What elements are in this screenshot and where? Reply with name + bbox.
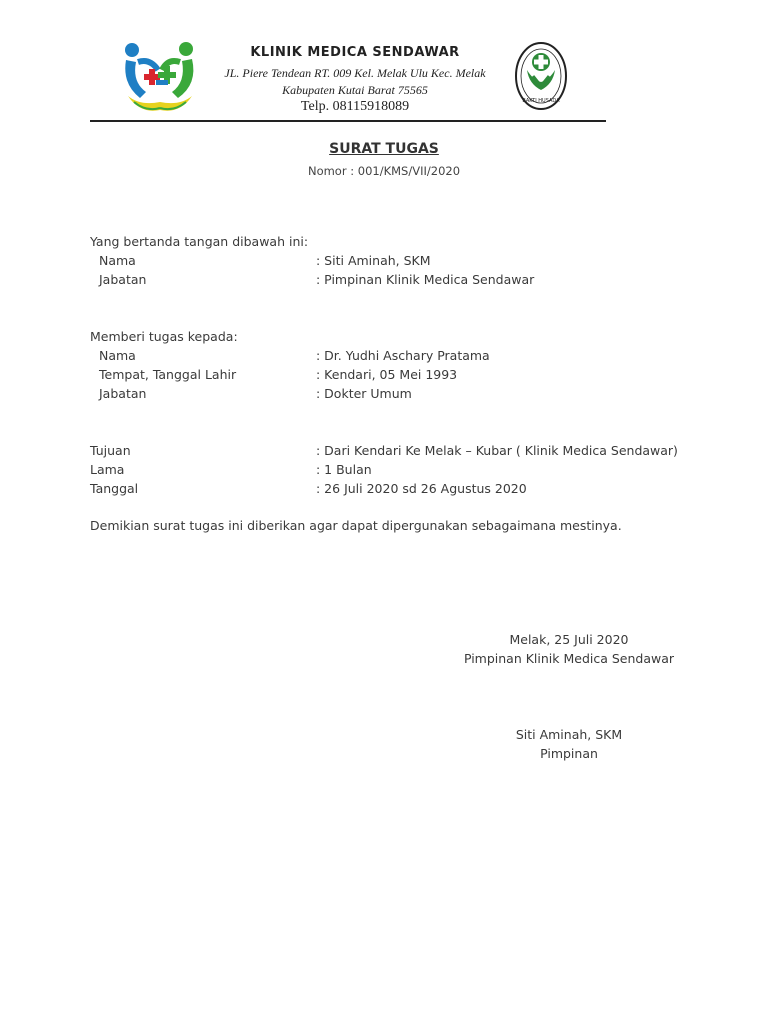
closing-statement: Demikian surat tugas ini diberikan agar dapat dipergunakan sebagaimana mestinya. bbox=[90, 518, 622, 533]
header-divider bbox=[90, 120, 606, 122]
letter-number: Nomor : 001/KMS/VII/2020 bbox=[307, 164, 461, 178]
signature-org-title: Pimpinan Klinik Medica Sendawar bbox=[463, 651, 675, 666]
svg-text:BAKTI HUSADA: BAKTI HUSADA bbox=[522, 98, 560, 104]
duration-label: Lama bbox=[90, 462, 125, 477]
signature-name: Siti Aminah, SKM bbox=[515, 727, 623, 742]
assignee-name-label: Nama bbox=[99, 348, 136, 363]
purpose-value: : Dari Kendari Ke Melak – Kubar ( Klinik Medica Sendawar) bbox=[316, 443, 678, 458]
assignee-name-value: : Dr. Yudhi Aschary Pratama bbox=[316, 348, 490, 363]
signer-position-label: Jabatan bbox=[99, 272, 147, 287]
clinic-logo bbox=[120, 40, 200, 116]
assignee-intro: Memberi tugas kepada: bbox=[90, 329, 238, 344]
assignee-birth-label: Tempat, Tanggal Lahir bbox=[99, 367, 237, 382]
date-label: Tanggal bbox=[90, 481, 139, 496]
signature-position: Pimpinan bbox=[540, 746, 598, 761]
assignee-birth-value: : Kendari, 05 Mei 1993 bbox=[316, 367, 458, 382]
address-line-1: JL. Piere Tendean RT. 009 Kel. Melak Ulu Kec. Melak bbox=[224, 66, 486, 80]
duration-value: : 1 Bulan bbox=[316, 462, 372, 477]
assignee-position-value: : Dokter Umum bbox=[316, 386, 412, 401]
bakti-husada-seal bbox=[513, 40, 569, 112]
assignee-position-label: Jabatan bbox=[99, 386, 147, 401]
phone-number: Telp. 08115918089 bbox=[300, 99, 410, 114]
date-value: : 26 Juli 2020 sd 26 Agustus 2020 bbox=[316, 481, 527, 496]
signer-position-value: : Pimpinan Klinik Medica Sendawar bbox=[316, 272, 535, 287]
signature-place-date: Melak, 25 Juli 2020 bbox=[509, 632, 629, 647]
address-line-2: Kabupaten Kutai Barat 75565 bbox=[282, 83, 428, 97]
signer-name-label: Nama bbox=[99, 253, 136, 268]
clinic-name: KLINIK MEDICA SENDAWAR bbox=[250, 45, 460, 60]
signer-intro: Yang bertanda tangan dibawah ini: bbox=[90, 234, 309, 249]
signer-name-value: : Siti Aminah, SKM bbox=[316, 253, 431, 268]
purpose-label: Tujuan bbox=[90, 443, 131, 458]
letter-title: SURAT TUGAS bbox=[329, 141, 439, 157]
